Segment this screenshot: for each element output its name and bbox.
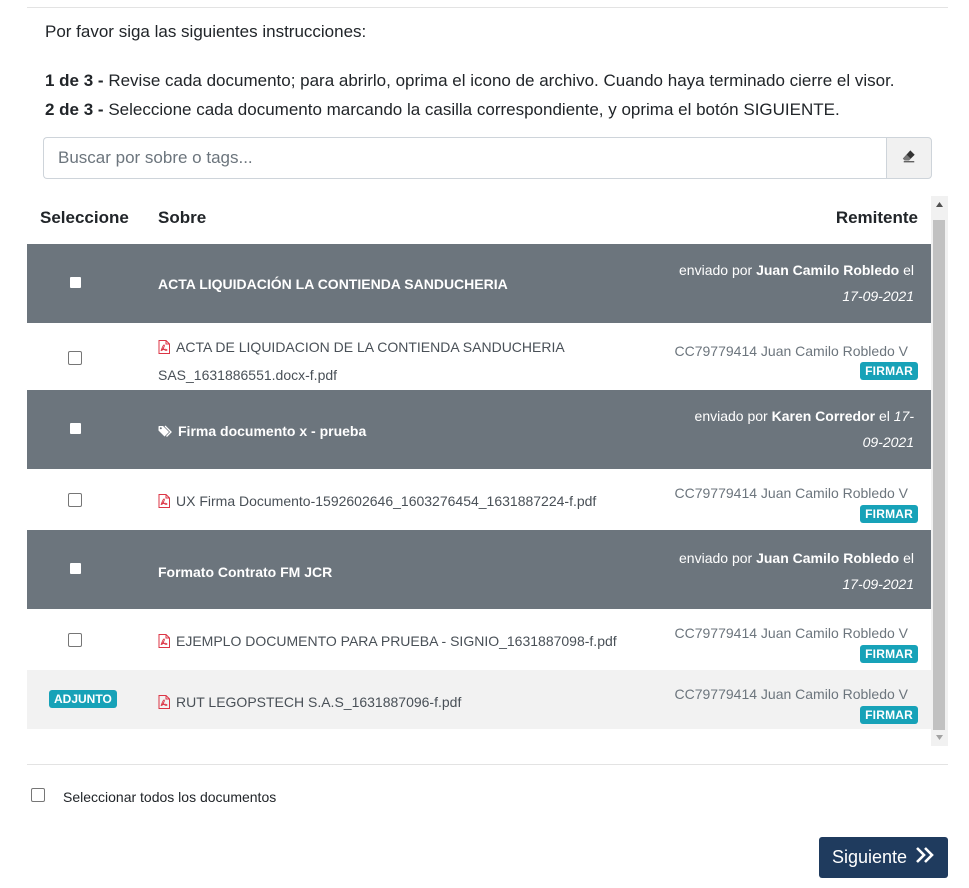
document-row[interactable] bbox=[27, 609, 931, 670]
document-name: ACTA DE LIQUIDACION DE LA CONTIENDA SANDUCHERIA SAS_1631886551.docx-f.pdf bbox=[158, 339, 564, 383]
top-divider bbox=[27, 7, 948, 8]
envelope-checkbox[interactable] bbox=[70, 563, 81, 574]
envelope-row[interactable] bbox=[27, 530, 931, 609]
scroll-down-arrow-icon[interactable] bbox=[931, 729, 948, 746]
bottom-divider bbox=[27, 764, 948, 765]
search-input[interactable] bbox=[43, 137, 886, 179]
scroll-up-arrow-icon[interactable] bbox=[931, 196, 948, 213]
tag-icon bbox=[158, 425, 174, 441]
envelope-sender-info: enviado por Karen Corredor el 17- 09-2021 bbox=[694, 408, 914, 450]
header-sender: Remitente bbox=[835, 208, 918, 227]
document-name: RUT LEGOPSTECH S.A.S_1631887096-f.pdf bbox=[176, 694, 462, 710]
sender-name: Karen Corredor bbox=[771, 408, 876, 424]
pdf-file-icon[interactable] bbox=[158, 691, 170, 717]
pdf-file-icon[interactable] bbox=[158, 490, 170, 516]
header-envelope: Sobre bbox=[158, 208, 207, 227]
instruction-step-2 bbox=[45, 100, 840, 120]
sign-badge: FIRMAR bbox=[860, 505, 918, 523]
document-recipient: CC79779414 Juan Camilo Robledo V bbox=[674, 625, 908, 641]
document-link[interactable] bbox=[158, 689, 461, 717]
sign-badge: FIRMAR bbox=[860, 706, 918, 724]
sent-date: 17-09-2021 bbox=[842, 288, 914, 304]
document-row[interactable] bbox=[27, 670, 931, 729]
pdf-file-icon[interactable] bbox=[158, 630, 170, 656]
envelope-sender-info: enviado por Juan Camilo Robledo el 17-09-2021 bbox=[679, 550, 914, 592]
document-checkbox[interactable] bbox=[68, 633, 82, 647]
step-2-text: Seleccione cada documento marcando la casilla correspondiente, y oprima el botón SIGUIENTE. bbox=[103, 100, 840, 119]
envelope-row[interactable] bbox=[27, 390, 931, 469]
attachment-badge: ADJUNTO bbox=[49, 690, 117, 708]
document-checkbox[interactable] bbox=[68, 493, 82, 507]
step-1-text: Revise cada documento; para abrirlo, oprima el icono de archivo. Cuando haya terminado cierre el visor. bbox=[103, 71, 895, 90]
table-scrollbar[interactable] bbox=[931, 196, 948, 746]
sent-date-part1: 17- bbox=[893, 408, 914, 424]
envelope-row[interactable] bbox=[27, 244, 931, 323]
document-name: UX Firma Documento-1592602646_1603276454_1631887224-f.pdf bbox=[176, 493, 597, 509]
clear-search-button[interactable] bbox=[886, 137, 932, 179]
pdf-file-icon[interactable] bbox=[158, 336, 170, 362]
next-button[interactable] bbox=[819, 837, 948, 878]
search-bar bbox=[43, 137, 932, 179]
instructions-intro: Por favor siga las siguientes instrucciones: bbox=[45, 22, 367, 41]
document-recipient: CC79779414 Juan Camilo Robledo V bbox=[674, 485, 908, 501]
header-select: Seleccione bbox=[40, 208, 129, 227]
select-all-label[interactable]: Seleccionar todos los documentos bbox=[63, 789, 277, 805]
document-recipient: CC79779414 Juan Camilo Robledo V bbox=[674, 343, 908, 359]
sign-badge: FIRMAR bbox=[860, 362, 918, 380]
documents-table bbox=[27, 196, 931, 729]
double-chevron-right-icon bbox=[915, 846, 935, 869]
document-recipient: CC79779414 Juan Camilo Robledo V bbox=[674, 686, 908, 702]
document-link[interactable] bbox=[158, 628, 617, 656]
eraser-icon bbox=[902, 149, 916, 168]
sender-name: Juan Camilo Robledo bbox=[756, 262, 900, 278]
envelope-title: ACTA LIQUIDACIÓN LA CONTIENDA SANDUCHERIA bbox=[158, 276, 508, 292]
step-1-prefix: 1 de 3 - bbox=[45, 71, 104, 90]
envelope-checkbox[interactable] bbox=[70, 423, 81, 434]
document-link[interactable] bbox=[158, 334, 598, 388]
instruction-step-1 bbox=[45, 71, 895, 91]
step-2-prefix: 2 de 3 - bbox=[45, 100, 104, 119]
next-button-label: Siguiente bbox=[831, 847, 908, 867]
envelope-checkbox[interactable] bbox=[70, 277, 81, 288]
sign-badge: FIRMAR bbox=[860, 645, 918, 663]
scrollbar-thumb[interactable] bbox=[933, 220, 945, 730]
envelope-title: Firma documento x - prueba bbox=[178, 423, 367, 439]
document-row[interactable] bbox=[27, 469, 931, 530]
document-row[interactable] bbox=[27, 323, 931, 390]
envelope-sender-info: enviado por Juan Camilo Robledo el 17-09-2021 bbox=[679, 262, 914, 304]
select-all-checkbox[interactable] bbox=[31, 788, 45, 802]
document-link[interactable] bbox=[158, 488, 596, 516]
envelope-title: Formato Contrato FM JCR bbox=[158, 564, 333, 580]
document-name: EJEMPLO DOCUMENTO PARA PRUEBA - SIGNIO_1631887098-f.pdf bbox=[176, 633, 617, 649]
table-header bbox=[27, 196, 931, 244]
sender-name: Juan Camilo Robledo bbox=[756, 550, 900, 566]
envelope-title-wrap bbox=[158, 423, 366, 441]
sent-date-part2: 09-2021 bbox=[862, 434, 914, 450]
sent-date: 17-09-2021 bbox=[842, 576, 914, 592]
document-checkbox[interactable] bbox=[68, 351, 82, 365]
